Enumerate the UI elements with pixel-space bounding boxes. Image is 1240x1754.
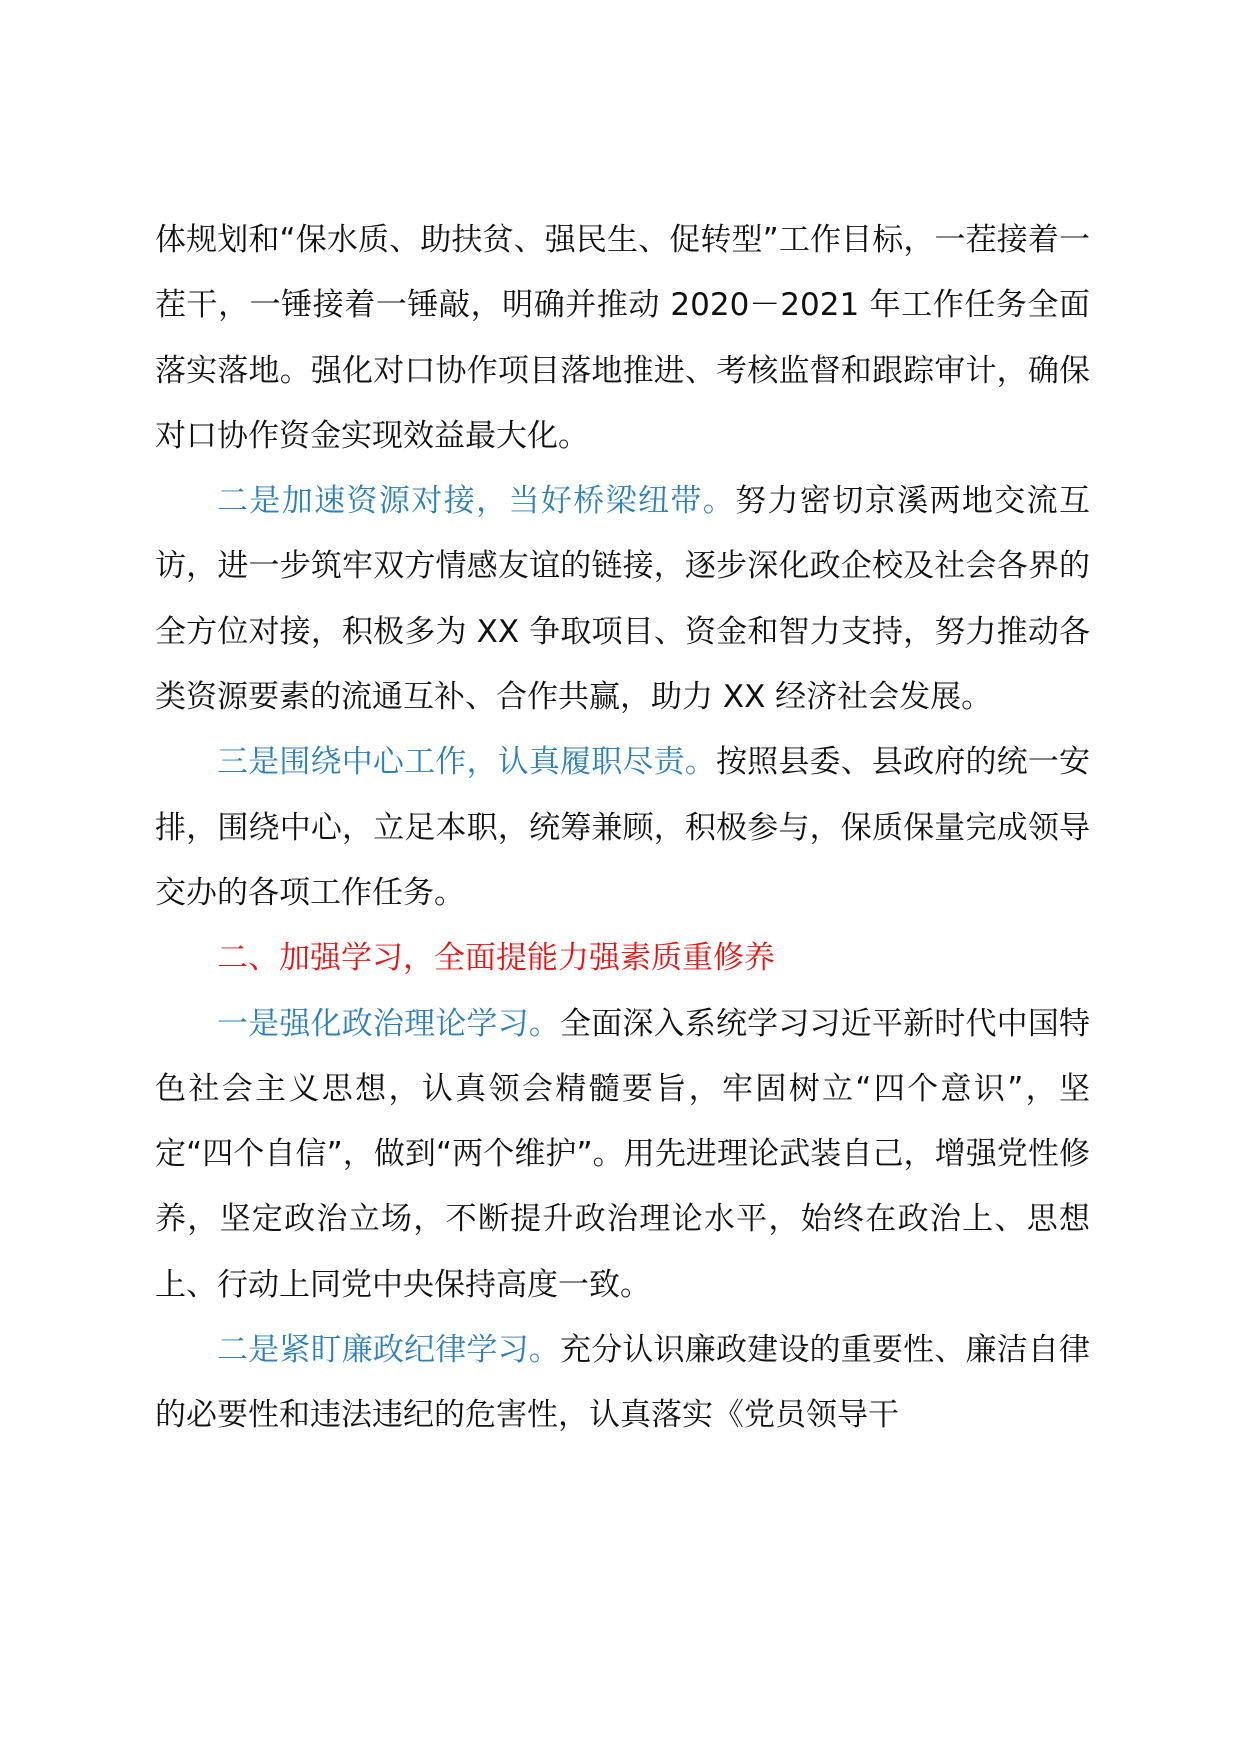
paragraph-text: 努力密切京溪两地交流互访，进一步筑牢双方情感友谊的链接，逐步深化政企校及社会各界的全方位对接，积极多为 XX 争取项目、资金和智力支持，努力推动各类资源要素的流通互补、合作共赢，助力 XX 经济社会发展。 bbox=[155, 483, 1091, 716]
paragraph-political-theory bbox=[155, 992, 1090, 1318]
paragraph-text: 体规划和“保水质、助扶贫、强民生、促转型”工作目标，一茬接着一茬干，一锤接着一锤敲，明确并推动 2020－2021 年工作任务全面落实落地。强化对口协作项目落地推进、考核监督和跟踪审计，确保对口协作资金实现效益最大化。 bbox=[155, 222, 1090, 454]
paragraph-lead: 二是加速资源对接，当好桥梁纽带。 bbox=[217, 483, 736, 520]
section-heading: 二、加强学习，全面提能力强素质重修养 bbox=[217, 940, 775, 977]
paragraph-integrity-discipline bbox=[155, 1318, 1090, 1449]
paragraph-text: 全面深入系统学习习近平新时代中国特色社会主义思想，认真领会精髓要旨，牢固树立“四个意识”，坚定“四个自信”，做到“两个维护”。用先进理论武装自己，增强党性修养，坚定政治立场，不断提升政治理论水平，始终在政治上、思想上、行动上同党中央保持高度一致。 bbox=[155, 1005, 1091, 1303]
paragraph-lead: 三是围绕中心工作，认真履职尽责。 bbox=[217, 744, 716, 781]
paragraph-resource-docking bbox=[155, 469, 1090, 730]
paragraph-central-work bbox=[155, 730, 1090, 926]
paragraph-continuation bbox=[155, 208, 1090, 469]
paragraph-text: 充分认识廉政建设的重要性、廉洁自律的必要性和违法违纪的危害性，认真落实《党员领导干 bbox=[155, 1332, 1091, 1434]
paragraph-lead: 二是紧盯廉政纪律学习。 bbox=[217, 1332, 561, 1369]
paragraph-lead: 一是强化政治理论学习。 bbox=[217, 1005, 561, 1042]
document-body bbox=[155, 208, 1090, 1449]
paragraph-text: 按照县委、县政府的统一安排，围绕中心，立足本职，统筹兼顾，积极参与，保质保量完成领导交办的各项工作任务。 bbox=[155, 744, 1091, 911]
